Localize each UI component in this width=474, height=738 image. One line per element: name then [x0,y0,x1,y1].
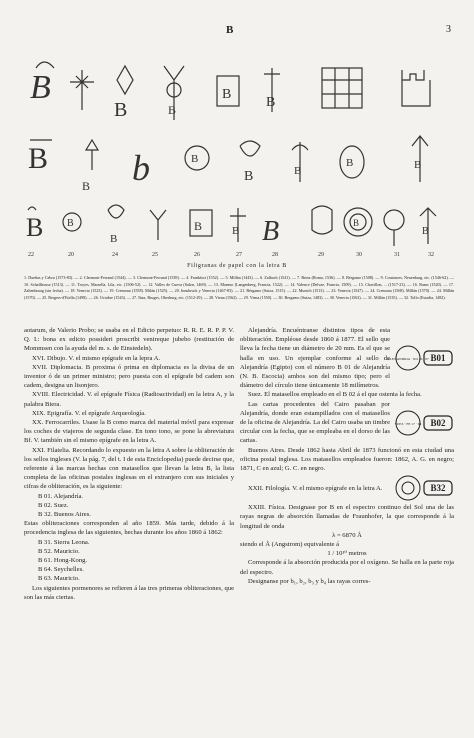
plate-numbers [28,252,434,258]
watermark-22 [230,208,246,242]
page-number: 3 [446,24,451,35]
list-item: B 32. Buenos Aires. [38,511,91,519]
list-item: B 63. Mauricio. [38,575,80,583]
running-header [0,24,474,38]
watermark-13 [240,141,260,184]
svg-text:B: B [262,216,280,247]
watermark-drawings [22,50,454,262]
plate-number: 27 [236,252,242,258]
svg-text:B: B [114,99,128,121]
watermark-plate [22,50,454,262]
svg-text:B: B [194,219,203,233]
svg-text:B: B [266,95,276,110]
svg-text:B: B [110,233,118,245]
svg-text:b: b [132,148,150,188]
watermark-21 [190,210,212,236]
svg-text:B: B [67,218,74,229]
watermark-19 [108,205,124,245]
watermark-1 [30,62,54,106]
svg-text:B: B [28,142,49,175]
paragraph: XVIII. Electricidad. V. el epígrafe Física (Radioactividad) en la letra A, y la palabra Biera. [24,391,234,408]
plate-number: 20 [68,252,74,258]
watermark-17 [26,207,43,242]
svg-text:B: B [26,213,44,242]
paragraph: siendo el Å (Angstrom) equivalente á [240,541,340,549]
watermark-8 [402,70,430,106]
watermark-6 [264,68,280,112]
list-item: B 31. Sierra Leona. [38,538,90,546]
paragraph: aotarum, de Valerio Probo; se usaba en el Edicto perpetuo: R. R. E. R. P. P. V. Q. I.: bona ex edicto possideri proscribi venireque jubebo (restitución de Mommsen con la ayuda del m. s. de Einsiedeln). [24,327,234,353]
watermark-15 [340,146,364,178]
paragraph: Estas obliteraciones corresponden al año 1859. Más tarde, debido á la procedencia inglesa de las siguientes, hechas durante los años 1860 á 1862: [24,520,234,537]
watermark-18 [63,213,81,231]
postmark-stamp [387,343,454,373]
plate-number: 24 [112,252,118,258]
svg-text:B: B [244,169,254,184]
header-letter: B [226,24,234,36]
paragraph: Designanse por b₁, b₂, b₃ y b₄ las rayas corres- [248,577,371,585]
watermark-5 [217,76,239,106]
watermark-20 [150,210,166,240]
list-item: B 61. Hong-Kong. [38,557,88,565]
plate-number: 22 [28,252,34,258]
watermark-14 [292,142,308,182]
watermark-27 [420,208,436,244]
paragraph: Corresponde á la absorción producida por el oxígeno. Se halla en la parte roja del espectro. [240,559,454,576]
svg-text:B: B [168,103,177,117]
plate-number: 30 [356,252,362,258]
svg-text:B: B [353,218,360,228]
svg-text:B: B [232,225,240,237]
watermark-16 [412,136,428,182]
paragraph: XIX. Epigrafía. V. el epígrafe Arqueología. [32,409,146,417]
svg-text:B: B [191,153,199,165]
svg-text:B: B [222,87,232,102]
plate-number: 32 [428,252,434,258]
stamp-label: B32 [430,483,446,494]
svg-text:B: B [422,226,429,237]
paragraph-row [240,326,454,390]
postmark-stamp [394,408,454,438]
watermark-3 [114,66,133,121]
svg-text:B: B [294,165,302,177]
stamp-label: B02 [430,417,446,428]
plate-number: 29 [318,252,324,258]
watermark-12 [185,146,209,170]
svg-text:B: B [30,69,51,106]
plate-number: 31 [394,252,400,258]
paragraph: Buenos Aires. Desde 1862 hasta Abril de 1873 funcionó en esta ciudad una oficina postal inglesa. Los matasellos empleados fueron: 1862, A. G. en negro; 1871, C en azul; G. C. en negro. [240,446,454,473]
watermark-7 [322,68,362,108]
stamp-date: SUEZ · FE 17 · 64 [394,421,422,426]
svg-text:B: B [82,179,91,193]
watermark-4 [164,66,184,120]
svg-text:B: B [346,157,354,169]
paragraph: Los siguientes pormenores se refieren á las tres primeras obliteraciones, que son las más ciertas. [24,584,234,601]
watermark-10 [82,140,98,193]
paragraph: XVI. Dibujo. V. el mismo epígrafe en la lepra A. [32,354,161,362]
list-item: B 52. Mauricio. [38,547,80,555]
list-item: B 02. Suez. [38,501,69,509]
plate-number: 25 [152,252,158,258]
left-column [24,326,234,602]
stamp-date: ALEXANDRIA · NO 26 · 67 [387,357,429,362]
right-column [240,326,454,586]
postmark-stamp [394,473,454,503]
watermark-23 [262,216,279,247]
plate-number: 28 [272,252,278,258]
formula-angstrom: 1 / 10¹⁰ metros [327,550,367,558]
watermark-11 [132,148,150,188]
list-item: B 64. Seychelles. [38,566,84,574]
watermark-24 [312,206,332,234]
watermark-9 [28,140,52,175]
paragraph: XXI. Filatelia. Recordando lo expuesto en la letra A sobre la obliteración de los sellos ingleses (V. la pág. 7, del t. I de esta Enciclopedia) puede decirse que, referente á las marcas hechas con matasellos que llevan la letra B, la lista completa de las oficinas postales inglesas en el extranjero con sus iniciales y cifras de obliteración, es la siguiente: [24,446,234,491]
list-item: B 01. Alejandría. [38,492,84,500]
paragraph: XVII. Diplomacia. B proxima ó prima en diplomacia es la divisa de un inventor ó de un primer ministro; pero puesta con el epígrafe bd cadem son cadem, designa un lisonjero. [24,363,234,390]
paragraph: Suez. El matasellos empleado en el B 02 á el que ostenta la fecha. [248,391,422,399]
plate-legend: 1. Dueñas y Cebra (1573-83). — 2. Clermont-Ferrand (1544). — 3. Clermont-Ferrand (1539). — 4. Frankfurt (1552). — 5. Millán (1443). — 6. Zalbach (1541). — 7. Brinz (Roma, 1536). — 8. Bérgamo (1508). — 9. Coutances, Neuenburg, etc. (1546-62). — 10. Schaffhouse (1513). — 11. Troyes, Marsella, Lila, etc. (1506-52). — 12. Valles de Cueva (Salzn, 1469). — 13. Maneso (Langenberg, Francia, 1522). — 14. Valence (Delvae, Francia, 1509). — 15. Chavillon, ... (1517-23). — 16. Rams (1520). — 17. Zaltenbourg (sin fecha). — 18. Venecia (1523). — 19. Cremona (1558). Milán (1525). — 20. Innsbruck y Venecia (1467-83). — 21. Bérgamo (Suiza, 1515). — 22. Munich (1513). — 23. Venecia (1547). — 24. Cremona (1568). Millán (1570). — 24. Millán (1570). — 25. Bergers-d'Etella (1498). — 26. Octubre (1543). — 27. Ibaz, Bruges, Oberburg, etc. (1512-29). — 28. Viena (1562). — 29. Viena (1550). — 30. Bergamo (Suiza, 1483). — 30. Venecia (1563). — 31. Millán (1535). — 32. Tollo (Estadia, 1482). [24,275,454,300]
svg-text:B: B [414,159,422,171]
stamp-label: B01 [430,353,446,364]
paragraph: Alejandría. Encuéntranse distintos tipos de esta obliteración. Empléose desde 1860 á 1877. El sello que lleva la fecha tiene un diámetro de 20 mm. Es el que se halla en uso. Un ejemplar conforme al sello de Alejandría (Egipto) con el número B 01 de Alejandría (N. B. Escocia) ambos son del mismo tipo; pero el diámetro del círculo tiene únicamente 18 milímetros. [240,327,390,390]
paragraph: Las cartas procedentes del Cairo pasaban por Alejandría, donde eran estampillados con el matasellos de la oficina de Alejandría. La del Cairo usaba un timbre circular con la fecha, que se empleaba en el dorso de las cartas. [240,400,390,445]
paragraph: XX. Ferrocarriles. Usase la B como marca del material móvil para expresar los coches de viajeros de segunda clase. En tono tono, se pone la abreviatura Bf. V. también sin el mismo epígrafe en la letra A. [24,419,234,445]
formula-wavelength: λ = 6870 Å [332,531,362,539]
plate-caption: Filigranas de papel con la letra B [187,263,287,269]
watermark-2 [70,70,94,110]
watermark-25 [344,208,372,236]
paragraph: XXIII. Física. Designase por B en el espectro continuo del Sol una de las rayas negras de absorción llamadas de Fraunhofer, la que corresponde á la longitud de onda [240,504,454,530]
paragraph-row [240,473,454,503]
paragraph: XXII. Filología. V. el mismo epígrafe en la letra A. [248,484,383,492]
paragraph-row [240,400,454,446]
plate-number: 26 [194,252,200,258]
watermark-26 [384,210,404,246]
